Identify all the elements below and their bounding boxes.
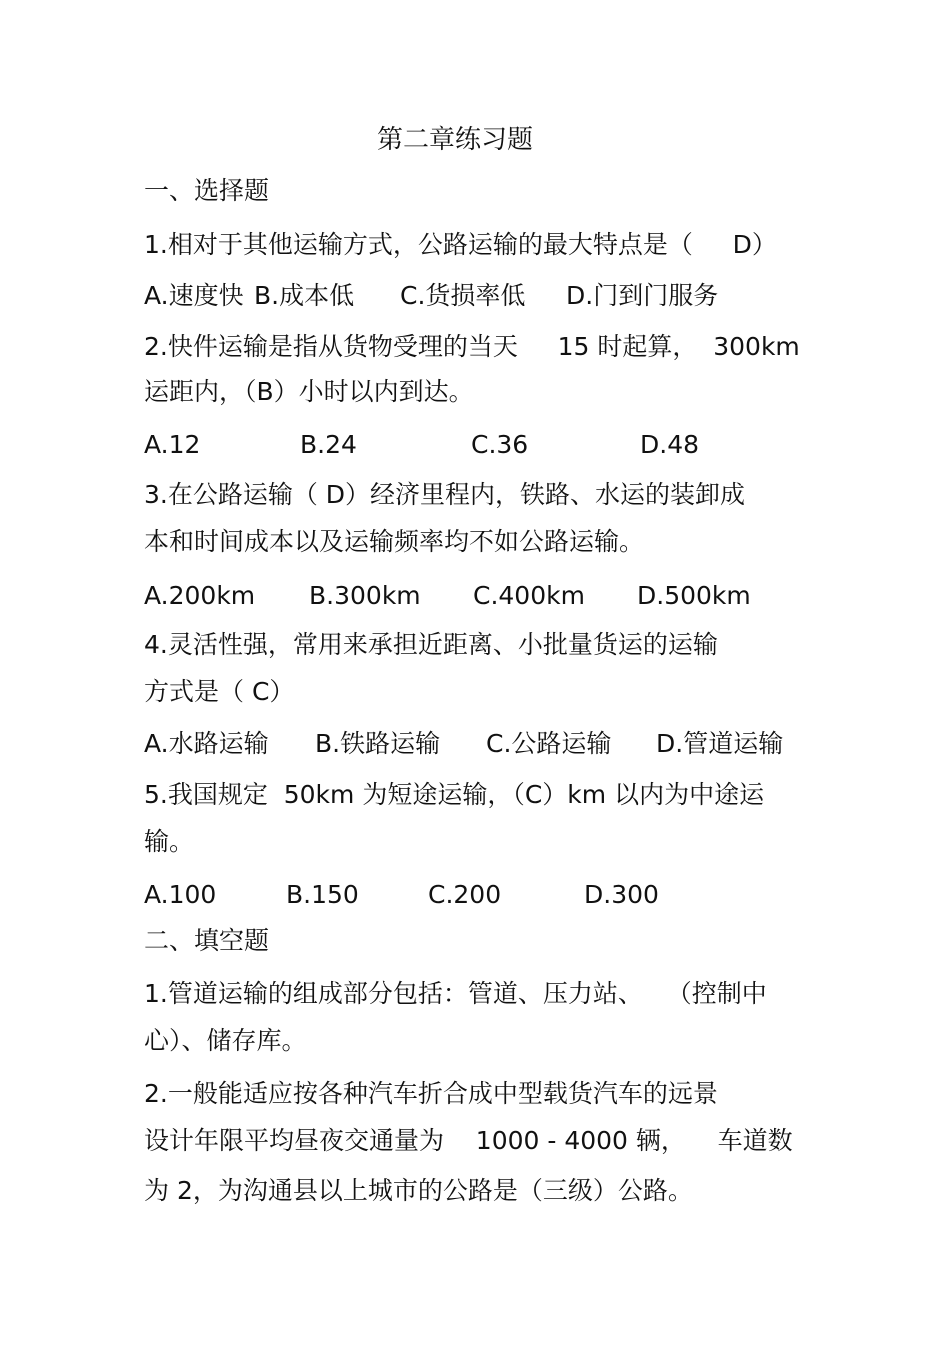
question-2-text-line1: 2.快件运输是指从货物受理的当天 15 时起算， 300km (144, 332, 800, 361)
option-a: A.速度快 (144, 281, 244, 310)
question-1-options (144, 281, 824, 311)
option-d: D.500km (637, 581, 751, 610)
question-4-options (144, 729, 824, 759)
question-5-text-line2: 输。 (144, 827, 195, 856)
option-c: C.公路运输 (486, 729, 612, 758)
question-4-text-line1: 4.灵活性强，常用来承担近距离、小批量货运的运输 (144, 630, 718, 659)
option-b: B.24 (300, 430, 357, 459)
fill-2-text-line3: 为 2，为沟通县以上城市的公路是（三级）公路。 (144, 1176, 693, 1205)
option-d: D.门到门服务 (566, 281, 719, 310)
option-b: B.铁路运输 (315, 729, 441, 758)
fill-1-text-line2: 心）、储存库。 (144, 1026, 307, 1055)
option-b: B.150 (286, 880, 359, 909)
option-a: A.100 (144, 880, 217, 909)
question-3-text-line2: 本和时间成本以及运输频率均不如公路运输。 (144, 527, 645, 556)
option-b: B.成本低 (254, 281, 355, 310)
option-c: C.200 (428, 880, 502, 909)
fill-2-text-line2: 设计年限平均昼夜交通量为 1000 - 4000 辆， 车道数 (144, 1126, 793, 1155)
question-2-text-line2: 运距内，（B）小时以内到达。 (144, 377, 474, 406)
option-a: A.12 (144, 430, 201, 459)
option-b: B.300km (309, 581, 421, 610)
section-heading-fill: 二、填空题 (144, 926, 270, 955)
question-1-text: 1.相对于其他运输方式，公路运输的最大特点是（ D） (144, 230, 777, 259)
question-3-text-line1: 3.在公路运输（ D）经济里程内，铁路、水运的装卸成 (144, 480, 746, 509)
option-c: C.400km (473, 581, 585, 610)
option-c: C.36 (471, 430, 529, 459)
option-a: A.水路运输 (144, 729, 269, 758)
question-4-text-line2: 方式是（ C） (144, 677, 295, 706)
question-5-options (144, 880, 824, 910)
question-2-options (144, 430, 824, 460)
question-3-options (144, 581, 824, 611)
option-d: D.300 (584, 880, 659, 909)
fill-1-text-line1: 1.管道运输的组成部分包括：管道、压力站、 （控制中 (144, 979, 767, 1008)
option-d: D.48 (640, 430, 700, 459)
fill-2-text-line1: 2.一般能适应按各种汽车折合成中型载货汽车的远景 (144, 1079, 718, 1108)
option-d: D.管道运输 (656, 729, 784, 758)
section-heading-choice: 一、选择题 (144, 176, 270, 205)
option-a: A.200km (144, 581, 256, 610)
page-title: 第二章练习题 (376, 125, 533, 155)
question-5-text-line1: 5.我国规定 50km 为短途运输，（C）km 以内为中途运 (144, 780, 765, 809)
option-c: C.货损率低 (400, 281, 526, 310)
